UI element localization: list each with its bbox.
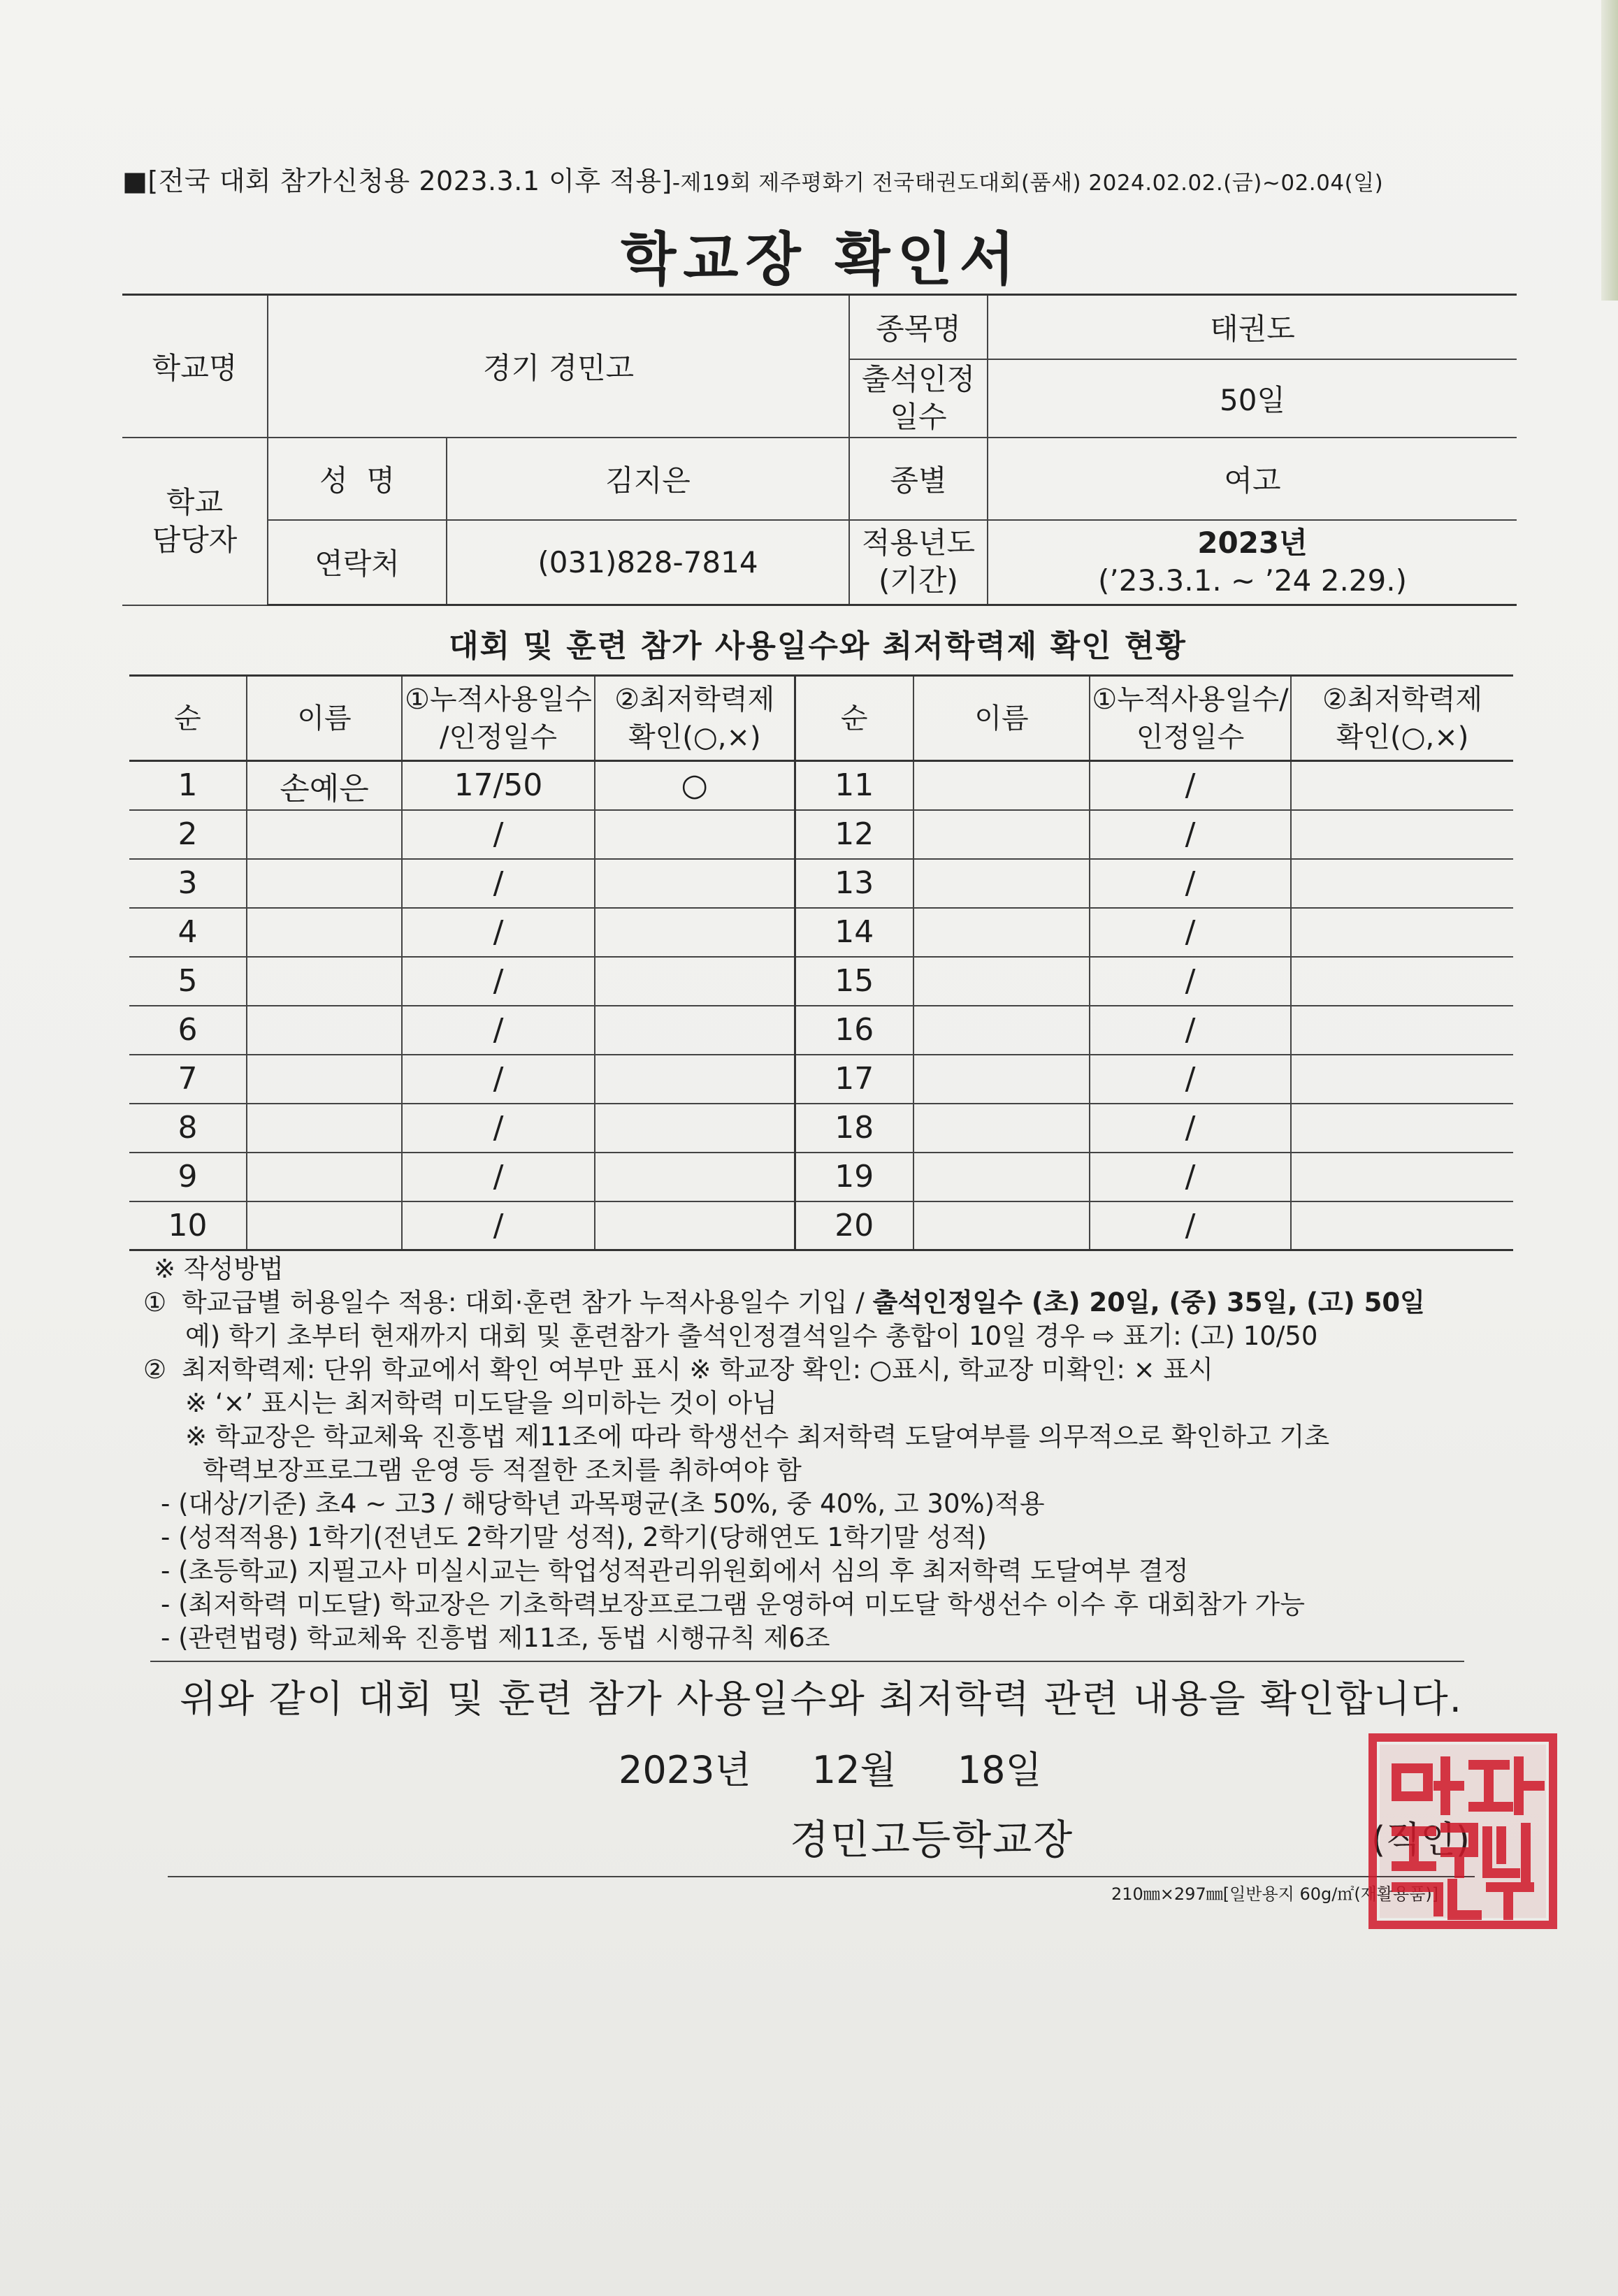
event-name: -제19회 제주평화기 전국태권도대회(품새) 2024.02.02.(금)~02.04(일) <box>672 171 1384 196</box>
row-days-right: / <box>1090 1104 1291 1153</box>
table-row <box>129 1006 1513 1055</box>
row-number-left: 6 <box>129 1006 247 1055</box>
contact-value: (031)828-7814 <box>447 520 849 605</box>
row-number-left: 8 <box>129 1104 247 1153</box>
header-days-right <box>1090 676 1291 761</box>
row-check-left <box>595 1104 795 1153</box>
row-number-left: 4 <box>129 908 247 957</box>
row-check-right <box>1291 1153 1513 1201</box>
confirmation-statement: 위와 같이 대회 및 훈련 참가 사용일수와 최저학력 관련 내용을 확인합니다. <box>180 1677 1463 1721</box>
instruction-2-text: 최저학력제: 단위 학교에서 확인 여부만 표시 ※ 학교장 확인: ○표시, 학교장 미확인: × 표시 <box>182 1355 1213 1385</box>
row-name-right <box>913 908 1090 957</box>
row-days-right: / <box>1090 908 1291 957</box>
attendance-label-line2: 일수 <box>890 399 947 434</box>
table-row <box>129 957 1513 1006</box>
row-days-right: / <box>1090 1201 1291 1250</box>
row-name-right <box>913 1006 1090 1055</box>
header-days-left <box>402 676 595 761</box>
header-no-right: 순 <box>795 676 913 761</box>
row-name-left <box>247 810 402 859</box>
header-name-right: 이름 <box>913 676 1090 761</box>
row-number-right: 15 <box>795 957 913 1006</box>
row-days-right: / <box>1090 810 1291 859</box>
manager-label <box>122 438 268 605</box>
instruction-1-bold: 출석인정일수 (초) 20일, (중) 35일, (고) 50일 <box>872 1287 1425 1317</box>
row-check-left <box>595 859 795 908</box>
instruction-1-number: ① <box>143 1287 167 1317</box>
table-row <box>129 810 1513 859</box>
header-no-left: 순 <box>129 676 247 761</box>
row-days-left: / <box>402 957 595 1006</box>
row-name-left <box>247 1006 402 1055</box>
row-days-right: / <box>1090 1006 1291 1055</box>
row-check-right <box>1291 1055 1513 1104</box>
row-days-left: / <box>402 908 595 957</box>
detail-2: - (성적적용) 1학기(전년도 2학기말 성적), 2학기(당해연도 1학기말 성적) <box>161 1522 987 1552</box>
page-title: 학교장 확인서 <box>621 226 1022 293</box>
table-header-row <box>129 676 1513 761</box>
year-label <box>849 520 988 605</box>
row-check-left <box>595 1153 795 1201</box>
row-days-left: / <box>402 1104 595 1153</box>
category-label: 종별 <box>849 438 988 520</box>
row-number-right: 11 <box>795 761 913 810</box>
instruction-1-text: 학교급별 허용일수 적용: 대회·훈련 참가 누적사용일수 기입 / <box>182 1287 865 1317</box>
table-row <box>129 1153 1513 1201</box>
year-value: 2023년 <box>1197 526 1308 561</box>
status-section-title: 대회 및 훈련 참가 사용일수와 최저학력제 확인 현황 <box>449 628 1187 664</box>
row-number-left: 9 <box>129 1153 247 1201</box>
event-label: 종목명 <box>849 295 988 359</box>
header-name-left: 이름 <box>247 676 402 761</box>
row-name-right <box>913 957 1090 1006</box>
row-number-left: 5 <box>129 957 247 1006</box>
row-name-left <box>247 908 402 957</box>
row-days-right: / <box>1090 1055 1291 1104</box>
manager-label-line1: 학교 <box>166 484 224 519</box>
row-name-right <box>913 761 1090 810</box>
instructions-heading: ※ 작성방법 <box>154 1254 284 1284</box>
category-value: 여고 <box>988 438 1517 520</box>
name-label: 성 명 <box>268 438 447 520</box>
row-number-right: 16 <box>795 1006 913 1055</box>
name-value: 김지은 <box>447 438 849 520</box>
footer-divider <box>168 1876 1475 1877</box>
row-days-left: / <box>402 1153 595 1201</box>
row-days-right: / <box>1090 859 1291 908</box>
year-label-line2: (기간) <box>879 563 958 598</box>
table-row <box>129 1104 1513 1153</box>
attendance-label <box>849 359 988 438</box>
row-number-left: 10 <box>129 1201 247 1250</box>
date-year: 2023년 <box>619 1748 751 1792</box>
row-check-right <box>1291 1201 1513 1250</box>
paper-spec: 210㎜×297㎜[일반용지 60g/㎡(재활용품)] <box>1111 1884 1439 1904</box>
row-name-right <box>913 859 1090 908</box>
row-days-left: / <box>402 1006 595 1055</box>
principal-title: 경민고등학교장 <box>790 1816 1074 1863</box>
row-name-right <box>913 1201 1090 1250</box>
date-day: 18일 <box>957 1748 1042 1792</box>
row-check-left: ○ <box>595 761 795 810</box>
row-check-left <box>595 1006 795 1055</box>
row-days-left: / <box>402 810 595 859</box>
row-days-right: / <box>1090 957 1291 1006</box>
row-number-left: 2 <box>129 810 247 859</box>
row-days-right: / <box>1090 1153 1291 1201</box>
row-check-right <box>1291 908 1513 957</box>
row-number-right: 17 <box>795 1055 913 1104</box>
row-check-right <box>1291 1104 1513 1153</box>
header-check-left <box>595 676 795 761</box>
instruction-2-sub1: ※ ‘×’ 표시는 최저학력 미도달을 의미하는 것이 아님 <box>185 1388 777 1418</box>
row-name-left <box>247 1153 402 1201</box>
row-check-left <box>595 810 795 859</box>
detail-5: - (관련법령) 학교체육 진흥법 제11조, 동법 시행규칙 제6조 <box>161 1623 830 1653</box>
table-row <box>129 1055 1513 1104</box>
instruction-1-example: 예) 학기 초부터 현재까지 대회 및 훈련참가 출석인정결석일수 총합이 10일 경우 ⇨ 표기: (고) 10/50 <box>185 1321 1318 1351</box>
header-check-left-line2: 확인(○,×) <box>628 721 761 753</box>
row-name-right <box>913 1153 1090 1201</box>
official-seal-stamp <box>1368 1733 1559 1930</box>
row-days-right: / <box>1090 761 1291 810</box>
row-number-right: 18 <box>795 1104 913 1153</box>
row-number-right: 13 <box>795 859 913 908</box>
row-check-right <box>1291 957 1513 1006</box>
school-label: 학교명 <box>122 295 268 438</box>
instruction-2-number: ② <box>143 1355 167 1385</box>
row-days-left: 17/50 <box>402 761 595 810</box>
year-label-line1: 적용년도 <box>861 526 976 561</box>
table-row <box>129 859 1513 908</box>
date-month: 12월 <box>811 1748 897 1792</box>
row-name-left <box>247 1104 402 1153</box>
notes-divider <box>150 1661 1464 1662</box>
row-number-right: 12 <box>795 810 913 859</box>
year-value-cell <box>988 520 1517 605</box>
row-days-left: / <box>402 859 595 908</box>
row-number-right: 14 <box>795 908 913 957</box>
header-days-left-line2: /인정일수 <box>439 721 558 753</box>
row-name-left: 손예은 <box>247 761 402 810</box>
contact-label: 연락처 <box>268 520 447 605</box>
row-number-left: 7 <box>129 1055 247 1104</box>
instructions <box>143 1252 1513 1655</box>
instruction-1 <box>143 1286 1513 1320</box>
instruction-2-sub2: ※ 학교장은 학교체육 진흥법 제11조에 따라 학생선수 최저학력 도달여부를 의무적으로 확인하고 기초 <box>185 1422 1330 1452</box>
row-days-left: / <box>402 1201 595 1250</box>
instruction-2-sub2b: 학력보장프로그램 운영 등 적절한 조치를 취하여야 함 <box>203 1455 802 1485</box>
header-check-right-line1: ②최저학력제 <box>1322 683 1483 716</box>
row-check-left <box>595 908 795 957</box>
row-check-left <box>595 957 795 1006</box>
row-number-left: 1 <box>129 761 247 810</box>
header-check-right-line2: 확인(○,×) <box>1336 721 1469 753</box>
row-name-left <box>247 1201 402 1250</box>
row-name-left <box>247 859 402 908</box>
table-row <box>129 761 1513 810</box>
row-name-right <box>913 1055 1090 1104</box>
header-days-right-line2: 인정일수 <box>1136 721 1245 753</box>
header-check-right <box>1291 676 1513 761</box>
header-days-left-line1: ①누적사용일수 <box>405 683 592 716</box>
row-name-right <box>913 1104 1090 1153</box>
detail-3: - (초등학교) 지필고사 미실시교는 학업성적관리위원회에서 심의 후 최저학력 도달여부 결정 <box>161 1556 1189 1586</box>
manager-label-line2: 담당자 <box>152 522 238 557</box>
row-name-right <box>913 810 1090 859</box>
table-row <box>129 908 1513 957</box>
row-check-right <box>1291 859 1513 908</box>
school-info-table <box>122 294 1517 606</box>
form-usage-note: ■[전국 대회 참가신청용 2023.3.1 이후 적용] <box>122 166 672 196</box>
school-value: 경기 경민고 <box>268 295 849 438</box>
instruction-2 <box>143 1353 1513 1387</box>
issue-date <box>619 1740 1042 1794</box>
detail-1: - (대상/기준) 초4 ~ 고3 / 해당학년 과목평균(초 50%, 중 40%, 고 30%)적용 <box>161 1489 1045 1519</box>
year-period: (’23.3.1. ~ ’24 2.29.) <box>1098 563 1407 598</box>
row-name-left <box>247 957 402 1006</box>
row-days-left: / <box>402 1055 595 1104</box>
table-row <box>129 1201 1513 1250</box>
attendance-label-line1: 출석인정 <box>861 361 976 396</box>
row-check-left <box>595 1055 795 1104</box>
row-number-left: 3 <box>129 859 247 908</box>
row-number-right: 20 <box>795 1201 913 1250</box>
row-check-right <box>1291 1006 1513 1055</box>
header-days-right-line1: ①누적사용일수/ <box>1092 683 1289 716</box>
attendance-value: 50일 <box>988 359 1517 438</box>
row-check-left <box>595 1201 795 1250</box>
row-check-right <box>1291 761 1513 810</box>
row-name-left <box>247 1055 402 1104</box>
row-number-right: 19 <box>795 1153 913 1201</box>
header-check-left-line1: ②최저학력제 <box>614 683 775 716</box>
form-header <box>122 159 1520 198</box>
event-value: 태권도 <box>988 295 1517 359</box>
participant-table <box>129 674 1513 1251</box>
row-check-right <box>1291 810 1513 859</box>
seal-placeholder: (직인) <box>1371 1819 1471 1861</box>
detail-4: - (최저학력 미도달) 학교장은 기초학력보장프로그램 운영하여 미도달 학생선수 이수 후 대회참가 가능 <box>161 1589 1306 1619</box>
